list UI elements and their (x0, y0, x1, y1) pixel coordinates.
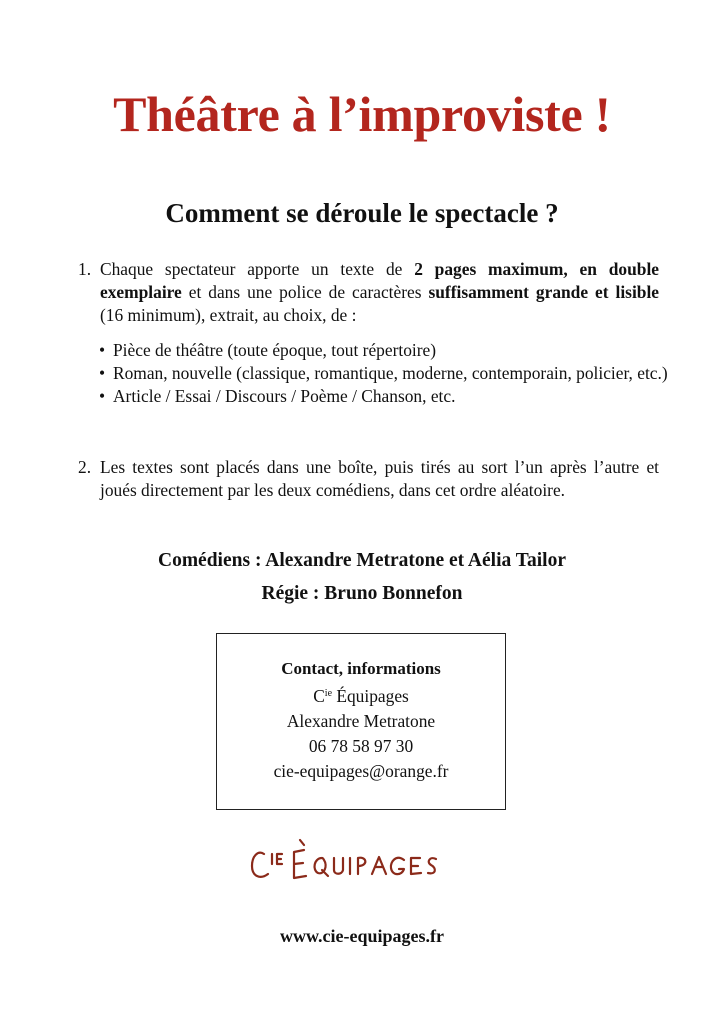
contact-company (217, 681, 505, 709)
contact-heading: Contact, informations (281, 659, 441, 678)
section-heading: Comment se déroule le spectacle ? (165, 198, 559, 228)
item-text-segment: (16 minimum), extrait, au choix, de : (100, 305, 357, 325)
bullet-item (99, 385, 669, 408)
page-title: Théâtre à l’improviste ! (113, 86, 611, 142)
item-text-bold: 2 pages maximum, en double exemplaire (100, 259, 659, 302)
bullet-icon: • (99, 386, 106, 406)
item-text (100, 258, 659, 327)
bullet-list (99, 339, 669, 408)
bullet-icon: • (99, 340, 106, 360)
contact-person: Alexandre Metratone (286, 711, 436, 731)
item-text-bold: suffisamment grande et lisible (428, 282, 659, 302)
list-item-1 (78, 258, 659, 327)
item-number: 1. (78, 259, 92, 279)
contact-email[interactable]: cie-equipages@orange.fr (273, 761, 449, 781)
company-sup: ie (324, 688, 333, 699)
contact-box (216, 633, 506, 810)
bullet-item (99, 362, 669, 385)
bullet-text: Pièce de théâtre (toute époque, tout répertoire) (113, 340, 437, 360)
company-name: Équipages (332, 686, 409, 706)
item-number: 2. (78, 457, 92, 477)
bullet-text: Article / Essai / Discours / Poème / Chanson, etc. (113, 386, 456, 406)
website-link[interactable]: www.cie-equipages.fr (280, 926, 444, 946)
contact-phone: 06 78 58 97 30 (308, 736, 414, 756)
bullet-icon: • (99, 363, 106, 383)
bullet-text: Roman, nouvelle (classique, romantique, moderne, contemporain, policier, etc.) (113, 363, 668, 383)
credits-actors: Comédiens : Alexandre Metratone et Aélia Tailor (157, 550, 566, 571)
bullet-item (99, 339, 669, 362)
item-text: Les textes sont placés dans une boîte, puis tirés au sort l’un après l’autre et joués directement par les deux comédiens, dans cet ordre aléatoire. (100, 457, 659, 500)
item-text-segment: et dans une police de caractères (181, 282, 429, 302)
company-prefix: C (313, 686, 325, 706)
logo-text: Cie Équipages (248, 836, 254, 837)
company-logo (248, 836, 478, 886)
item-text-segment: Chaque spectateur apporte un texte de (100, 259, 415, 279)
credits-direction: Régie : Bruno Bonnefon (261, 583, 463, 604)
list-item-2 (78, 456, 659, 502)
